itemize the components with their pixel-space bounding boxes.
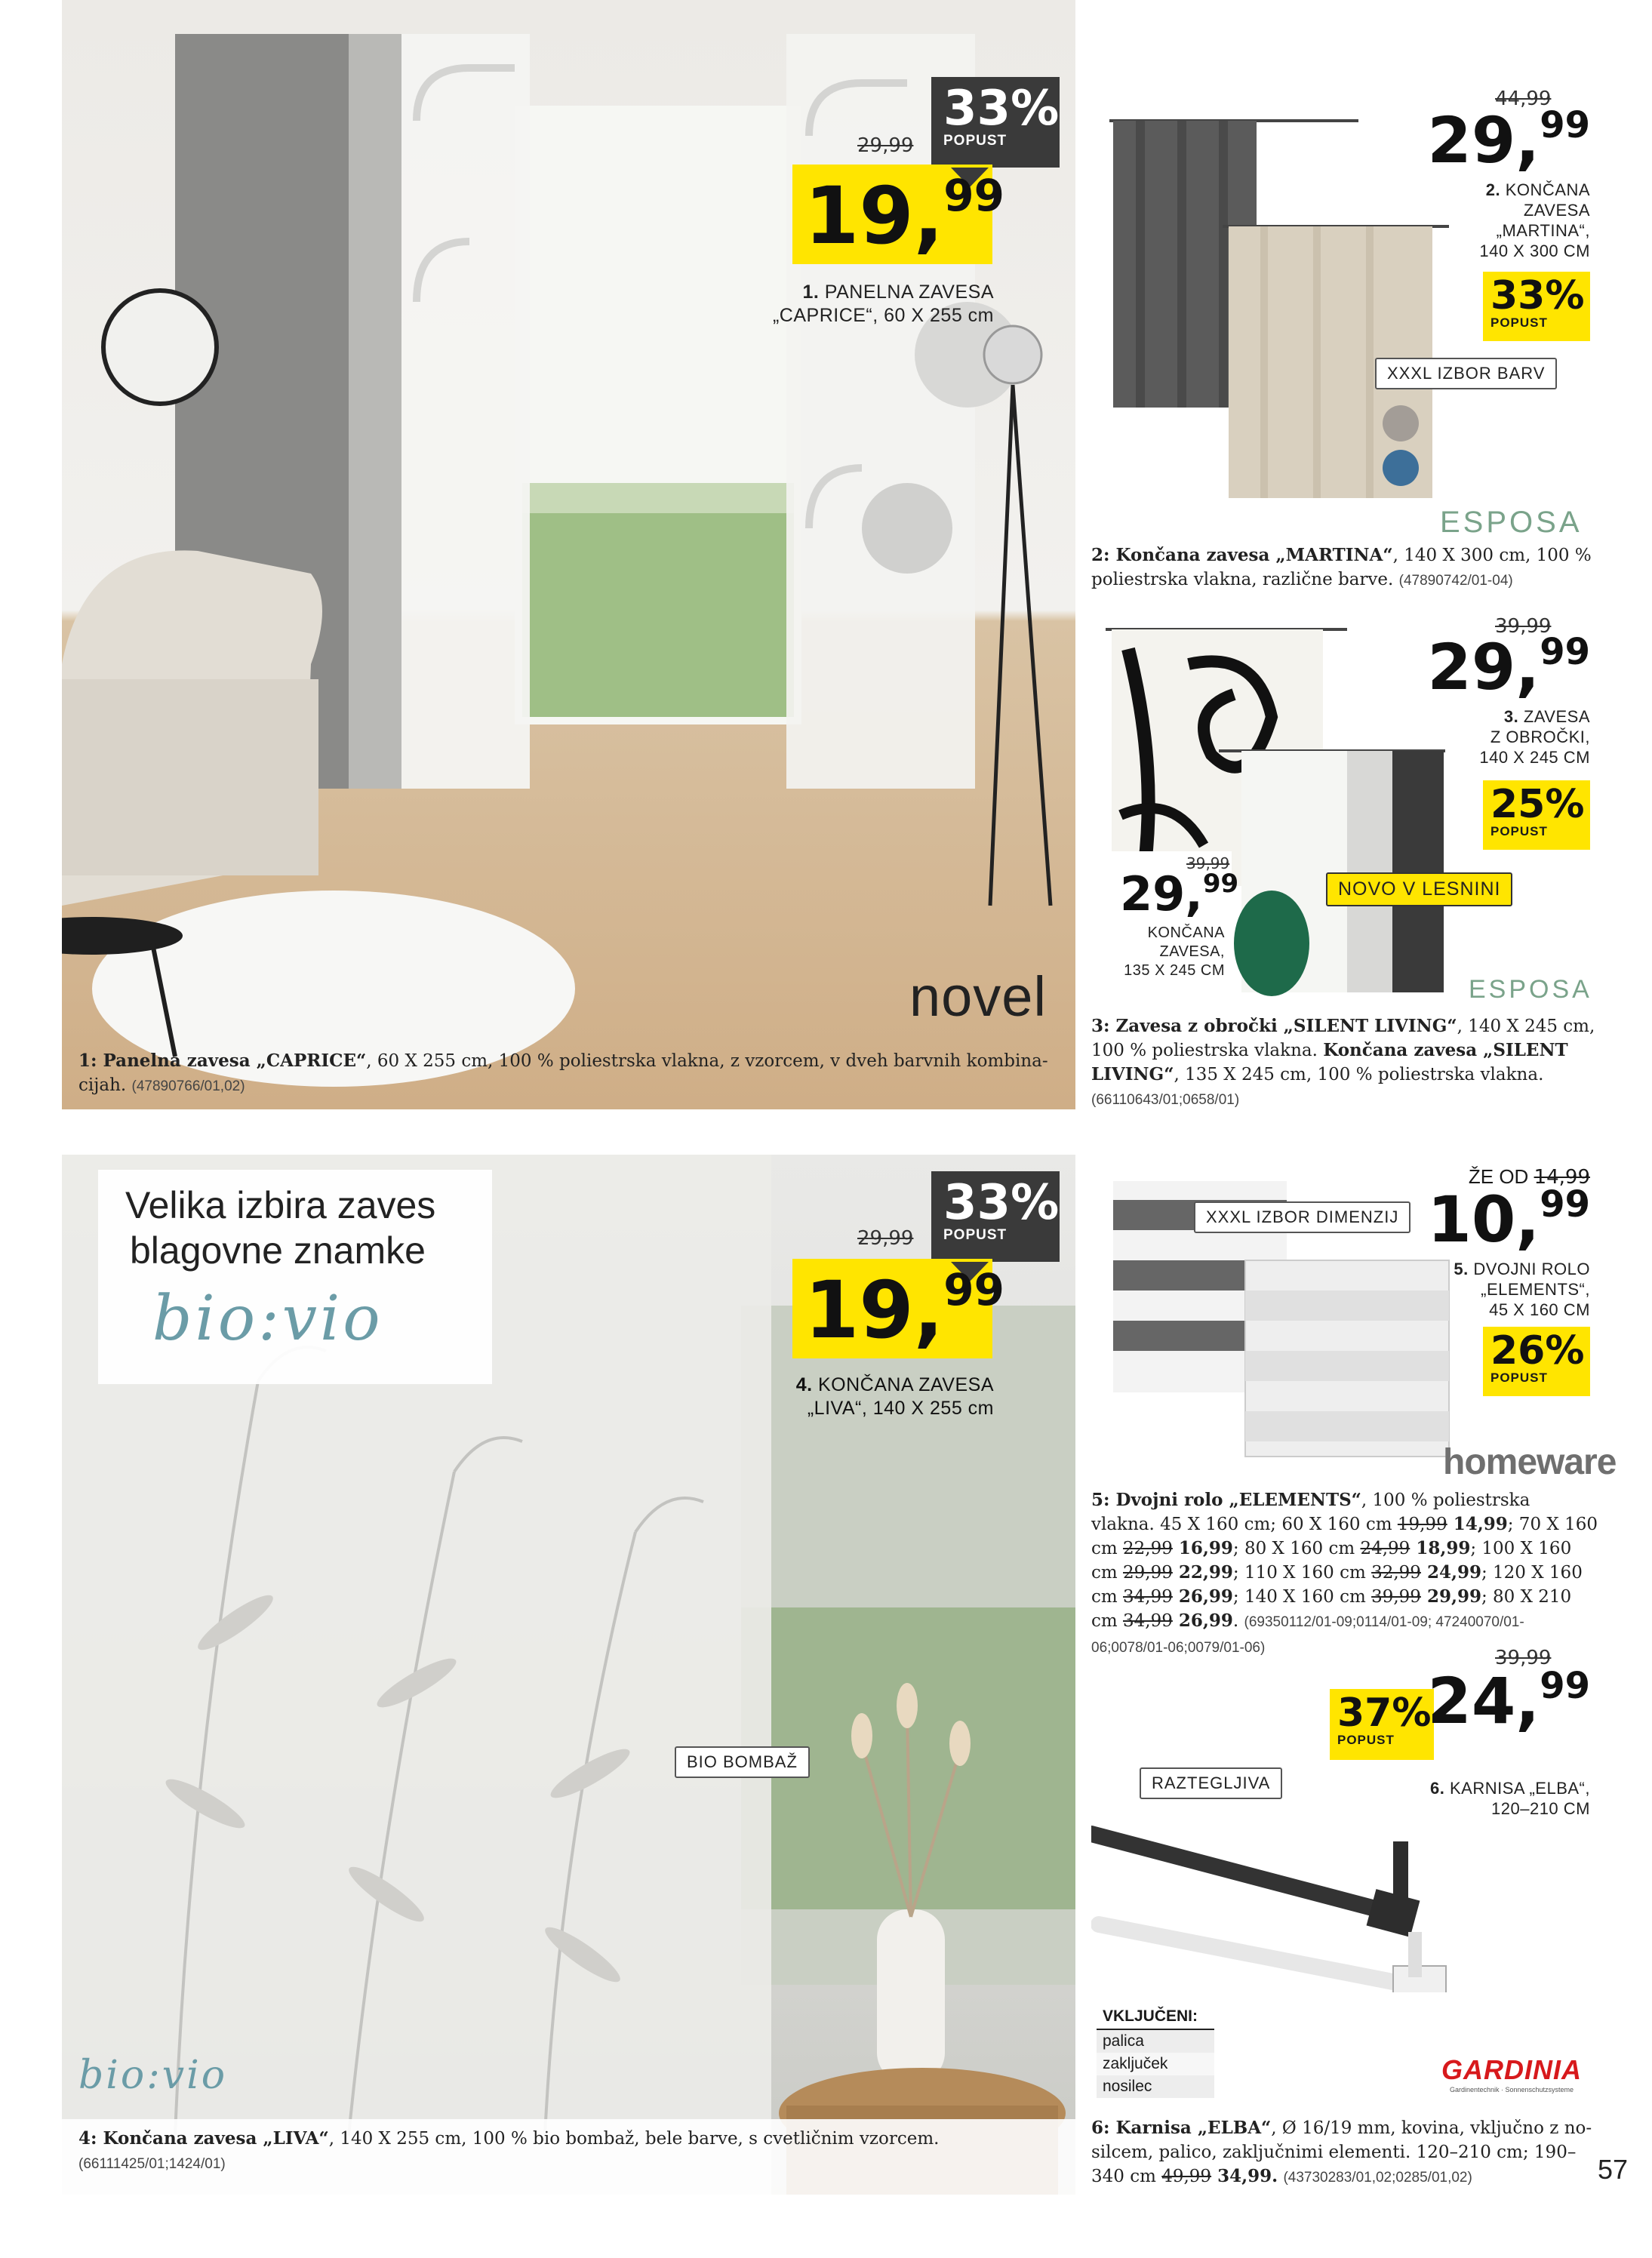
gardinia-wordmark: GARDINIA [1441, 2054, 1582, 2085]
discount-badge-4 [931, 1171, 1060, 1262]
color-swatch-blue [1383, 450, 1419, 486]
description-title: 4: Končana zavesa „LIVA“ [78, 2128, 329, 2149]
description-6 [1091, 2116, 1635, 2190]
price-int: 24, [1427, 1664, 1540, 1738]
gardinia-logo [1441, 2054, 1582, 2093]
price-cents: 99 [1540, 631, 1590, 673]
xxxl-colors-tag: XXXL IZBOR BARV [1375, 358, 1557, 389]
discount-label: POPUST [943, 1227, 1008, 1243]
novel-brand-logo: novel [909, 965, 1047, 1028]
discount-percent: 25% [1490, 782, 1585, 827]
new-in-lesnina-tag: NOVO V LESNINI [1326, 872, 1512, 906]
description-1 [78, 1049, 1075, 1099]
discount-badge-3 [1483, 780, 1590, 850]
label-line: PANELNA ZAVESA [824, 281, 994, 303]
sale-price: 14,99 [1447, 1514, 1508, 1534]
description-text: poliestrska vlakna, različne barve. [1091, 570, 1394, 589]
struck-price: 34,99 [1123, 1587, 1173, 1607]
sale-price: 18,99 [1410, 1538, 1471, 1558]
elba-rod-image [1091, 1819, 1484, 1992]
product-code: (47890766/01,02) [131, 1078, 245, 1094]
product-code: (47890742/01-04) [1398, 573, 1513, 589]
page-number: 57 [1598, 2154, 1629, 2185]
description-title: Končana zavesa „SILENT [1323, 1040, 1568, 1060]
description-title: 5: Dvojni rolo „ELEMENTS“ [1091, 1490, 1361, 1510]
description-text: cm [1091, 1539, 1124, 1558]
esposa-logo: ESPOSA [1469, 975, 1592, 1004]
price-int: 10, [1427, 1183, 1540, 1257]
discount-percent: 33% [943, 1175, 1060, 1231]
product-label-5 [1454, 1259, 1590, 1320]
old-price-6: 39,99 [1495, 1647, 1552, 1669]
label-line: „CAPRICE“, 60 X 255 cm [772, 305, 994, 326]
description-title: 1: Panelna zavesa „CAPRICE“ [78, 1051, 367, 1071]
label-line: „LIVA“, 140 X 255 cm [807, 1398, 994, 1419]
included-item: nosilec [1097, 2075, 1214, 2098]
price-int: 19, [804, 1264, 944, 1356]
label-line: 140 X 245 CM [1479, 748, 1590, 767]
price-cents: 99 [943, 170, 1004, 221]
price-cents: 99 [1540, 1665, 1590, 1707]
description-text: ; 80 X 160 cm [1232, 1539, 1361, 1558]
label-line: „ELEMENTS“, [1481, 1280, 1590, 1299]
xxxl-sizes-tag: XXXL IZBOR DIMENZIJ [1194, 1201, 1411, 1233]
sale-price: 22,99 [1172, 1562, 1233, 1583]
discount-badge-6 [1330, 1689, 1434, 1760]
price-5 [1427, 1183, 1590, 1257]
homeware-logo: homeware [1443, 1442, 1617, 1482]
description-text: ; 140 X 160 cm [1232, 1587, 1372, 1607]
label-line: 45 X 160 CM [1489, 1300, 1590, 1319]
label-number: 1. [802, 281, 820, 303]
struck-price: 49,99 [1161, 2167, 1212, 2186]
description-text: silcem, palico, zaključnimi elementi. 120–210 cm; 190– [1091, 2143, 1577, 2162]
discount-badge-1 [931, 77, 1060, 168]
old-price-5: 14,99 [1534, 1166, 1590, 1189]
old-price-1: 29,99 [857, 134, 914, 157]
struck-price: 24,99 [1360, 1539, 1411, 1558]
struck-price: 19,99 [1397, 1515, 1447, 1534]
label-line: ZAVESA [1523, 707, 1590, 726]
struck-price: 39,99 [1371, 1587, 1421, 1607]
esposa-logo: ESPOSA [1440, 506, 1583, 539]
discount-label: POPUST [1337, 1733, 1395, 1747]
sale-price: 26,99 [1172, 1610, 1233, 1631]
description-text: 340 cm [1091, 2167, 1162, 2186]
description-3 [1091, 1014, 1635, 1112]
discount-percent: 33% [1490, 273, 1585, 318]
from-label: ŽE OD [1468, 1165, 1529, 1188]
discount-label: POPUST [1490, 824, 1548, 838]
sub-old-price: 39,99 [1186, 854, 1230, 872]
description-text: cm [1091, 1587, 1124, 1607]
sale-price: 29,99 [1420, 1586, 1481, 1607]
sale-price: 26,99 [1172, 1586, 1233, 1607]
extendable-tag: RAZTEGLJIVA [1140, 1767, 1282, 1799]
gardinia-tagline: Gardinentechnik · Sonnenschutzsysteme [1449, 2086, 1574, 2093]
included-item: zaključek [1097, 2053, 1214, 2075]
struck-price: 29,99 [1123, 1563, 1173, 1583]
description-title: LIVING“ [1091, 1064, 1174, 1084]
label-line: 135 X 245 CM [1124, 962, 1225, 979]
product-code: (66110643/01;0658/01) [1091, 1092, 1240, 1108]
description-text: ; 120 X 160 [1481, 1563, 1583, 1583]
price-cents: 99 [1202, 869, 1239, 899]
description-title: 6: Karnisa „ELBA“ [1091, 2118, 1272, 2138]
product-label-2 [1479, 180, 1590, 261]
old-price-2: 44,99 [1495, 88, 1552, 110]
promo-line: blagovne znamke [130, 1229, 426, 1272]
discount-percent: 26% [1490, 1328, 1585, 1374]
description-title: 2: Končana zavesa „MARTINA“ [1091, 545, 1393, 565]
sale-price: 24,99 [1420, 1562, 1481, 1583]
description-4 [78, 2127, 1075, 2176]
description-text: , 140 X 255 cm, 100 % bio bombaž, bele barve, s cvetličnim vzorcem. [328, 2129, 940, 2149]
price-2 [1427, 103, 1590, 177]
product-code: 06;0078/01-06;0079/01-06) [1091, 1640, 1266, 1656]
product-code: (43730283/01,02;0285/01,02) [1283, 2170, 1472, 2186]
biovio-watermark: bio:vio [78, 2053, 228, 2098]
biovio-promo-box [98, 1170, 492, 1384]
price-cents: 99 [1540, 1183, 1590, 1226]
struck-price: 32,99 [1371, 1563, 1421, 1583]
label-line: KONČANA [1147, 924, 1225, 941]
discount-label: POPUST [1490, 315, 1548, 330]
color-swatch-taupe [1383, 405, 1419, 441]
price-int: 19, [804, 170, 944, 262]
label-line: Z OBROČKI, [1490, 728, 1590, 746]
discount-badge-2 [1483, 272, 1590, 341]
product-label-4 [796, 1374, 994, 1420]
old-price-3: 39,99 [1495, 615, 1552, 638]
label-number: 4. [795, 1374, 813, 1395]
discount-percent: 37% [1337, 1690, 1432, 1736]
description-text: cijah. [78, 1075, 127, 1095]
label-line: DVOJNI ROLO [1473, 1260, 1590, 1278]
label-number: 6. [1430, 1779, 1445, 1798]
label-number: 3. [1503, 707, 1519, 726]
description-text: , 135 X 245 cm, 100 % poliestrska vlakna. [1174, 1065, 1544, 1084]
price-int: 29, [1427, 630, 1540, 704]
price-cents: 99 [1540, 104, 1590, 146]
label-line: KONČANA [1505, 180, 1590, 199]
old-price-4: 29,99 [857, 1227, 914, 1250]
description-text: ; 70 X 160 [1507, 1515, 1598, 1534]
price-1 [804, 170, 1004, 262]
description-text: vlakna. 45 X 160 cm; 60 X 160 cm [1091, 1515, 1398, 1534]
product-label-3 [1479, 706, 1590, 768]
description-text: cm [1091, 1563, 1124, 1583]
description-text: ; 80 X 210 [1481, 1587, 1572, 1607]
discount-percent: 33% [943, 81, 1060, 137]
price-4 [804, 1264, 1004, 1356]
price-6 [1427, 1664, 1590, 1738]
description-text: , 100 % poliestrska [1361, 1490, 1530, 1510]
price-3 [1427, 630, 1590, 704]
label-line: „MARTINA“, [1496, 221, 1590, 240]
label-line: 120–210 CM [1491, 1799, 1590, 1818]
promo-line: Velika izbira zaves [125, 1184, 436, 1226]
product-code: (66111425/01;1424/01) [78, 2156, 226, 2172]
description-text: . [1232, 1611, 1244, 1631]
label-line: ZAVESA [1523, 201, 1590, 220]
description-text: , 60 X 255 cm, 100 % poliestrska vlakna, z vzorcem, v dveh barvnih kombina- [366, 1051, 1048, 1071]
description-text: ; 110 X 160 cm [1232, 1563, 1372, 1583]
sub-price [1120, 866, 1239, 921]
sub-product-label [1124, 924, 1225, 980]
price-cents: 99 [943, 1264, 1004, 1315]
price-int: 29, [1120, 866, 1203, 921]
included-item: palica [1097, 2030, 1214, 2053]
product-label-1 [773, 281, 994, 328]
price-int: 29, [1427, 103, 1540, 177]
description-5 [1091, 1488, 1635, 1660]
label-line: KARNISA „ELBA“, [1449, 1779, 1590, 1798]
included-title: VKLJUČENI: [1097, 2004, 1214, 2030]
product-label-6 [1430, 1778, 1590, 1819]
description-text: 100 % poliestrska vlakna. [1091, 1041, 1324, 1060]
description-text: , Ø 16/19 mm, kovina, vključno z no- [1271, 2118, 1592, 2138]
label-line: 140 X 300 CM [1479, 241, 1590, 260]
description-title: 3: Zavesa z obročki „SILENT LIVING“ [1091, 1016, 1457, 1036]
product-code: (69350112/01-09;0114/01-09; 47240070/01- [1244, 1614, 1524, 1630]
label-line: KONČANA ZAVESA [818, 1374, 994, 1395]
discount-label: POPUST [1490, 1370, 1548, 1385]
discount-badge-5 [1483, 1327, 1590, 1396]
label-number: 5. [1454, 1260, 1469, 1278]
sale-price: 16,99 [1172, 1538, 1233, 1558]
included-box [1097, 2004, 1214, 2098]
description-text: , 140 X 300 cm, 100 % [1392, 546, 1592, 565]
label-number: 2. [1485, 180, 1501, 199]
bio-cotton-tag: BIO BOMBAŽ [675, 1746, 810, 1778]
struck-price: 22,99 [1123, 1539, 1173, 1558]
sale-price: 34,99. [1211, 2166, 1278, 2186]
description-text: cm [1091, 1611, 1124, 1631]
biovio-logo: bio:vio [152, 1283, 383, 1355]
description-text: ; 100 X 160 [1470, 1539, 1572, 1558]
discount-label: POPUST [943, 133, 1008, 149]
description-2 [1091, 543, 1635, 593]
label-line: ZAVESA, [1159, 943, 1225, 960]
struck-price: 34,99 [1123, 1611, 1173, 1631]
description-text: , 140 X 245 cm, [1457, 1017, 1595, 1036]
